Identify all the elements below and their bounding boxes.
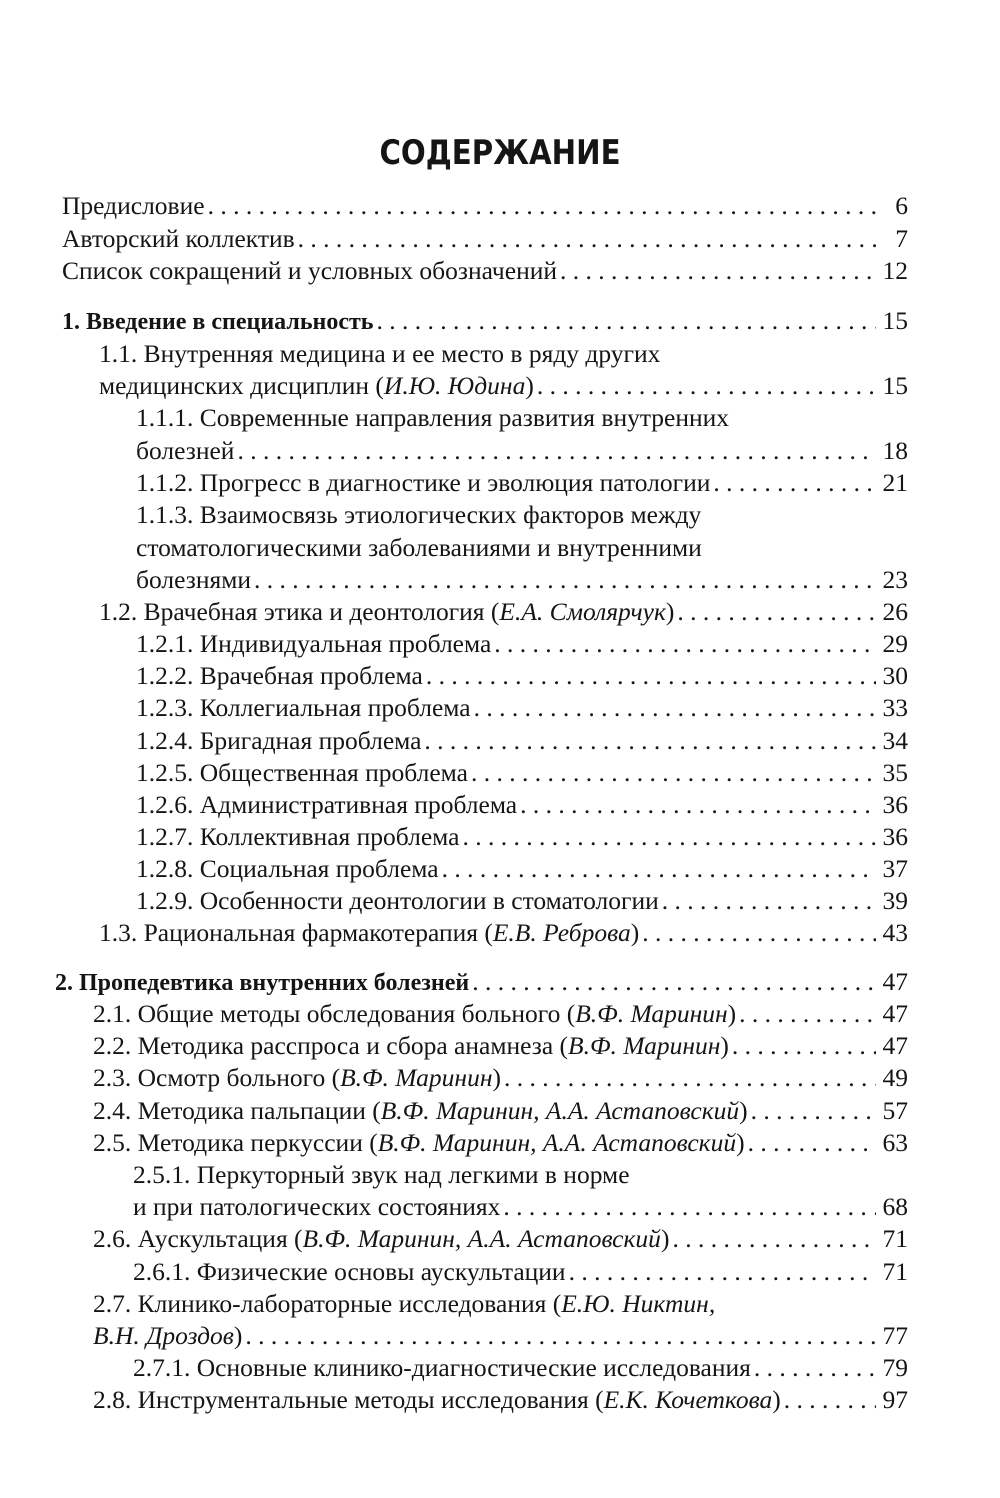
entry-author: В.Ф. Маринин, А.А. Астаповский <box>377 1128 737 1157</box>
entry-author: И.Ю. Юдина <box>383 371 526 400</box>
dot-leader <box>569 1257 876 1287</box>
entry-title: 1.1.1. Современные направления развития внутренних <box>136 403 730 432</box>
entry-title: Предисловие <box>62 191 205 220</box>
dot-leader <box>442 854 876 884</box>
page-number: 15 <box>882 371 908 400</box>
entry-title: 1.1.2. Прогресс в диагностике и эволюция патологии <box>136 468 711 497</box>
dot-leader <box>376 306 876 336</box>
dot-leader <box>472 967 876 997</box>
dot-leader <box>537 371 876 401</box>
dot-leader <box>751 1096 876 1126</box>
toc-entry-1-1-line-2[interactable] <box>99 371 908 401</box>
entry-title: 1. Введение в специальность <box>62 309 374 335</box>
toc-entry-1-2-1[interactable] <box>136 629 908 659</box>
dot-leader <box>560 256 876 286</box>
entry-author: В.Ф. Маринин <box>568 1031 721 1060</box>
page-number: 71 <box>882 1257 908 1286</box>
dot-leader <box>662 886 876 916</box>
entry-title: 1.2. Врачебная этика и деонтология (Е.А. Смолярчук) <box>99 597 675 626</box>
dot-leader <box>298 224 876 254</box>
page-number: 57 <box>882 1096 908 1125</box>
dot-leader <box>642 918 876 948</box>
toc-entry-2-7-line-1[interactable] <box>93 1289 715 1319</box>
toc-entry-1-1-line-1[interactable] <box>99 339 660 369</box>
toc-entry-1-1-3-line-1[interactable] <box>136 500 701 530</box>
dot-leader <box>504 1063 876 1093</box>
page-number: 39 <box>882 886 908 915</box>
page-number: 30 <box>882 661 908 690</box>
entry-title: медицинских дисциплин (И.Ю. Юдина) <box>99 371 534 400</box>
entry-title: 1.2.2. Врачебная проблема <box>136 661 423 690</box>
entry-title: 1.2.1. Индивидуальная проблема <box>136 629 492 658</box>
toc-entry-1-2-4[interactable] <box>136 726 908 756</box>
dot-leader <box>254 565 876 595</box>
page-number: 47 <box>882 1031 908 1060</box>
toc-entry-1-2-3[interactable] <box>136 693 908 723</box>
dot-leader <box>739 999 876 1029</box>
entry-title: 2.7. Клинико-лабораторные исследования (Е.Ю. Никтин, <box>93 1289 716 1318</box>
entry-title: болезней <box>136 436 235 465</box>
toc-entry-abbreviations[interactable] <box>62 256 908 286</box>
entry-title: 2.2. Методика расспроса и сбора анамнеза (В.Ф. Маринин) <box>93 1031 729 1060</box>
page-number: 6 <box>895 191 908 220</box>
page-number: 47 <box>882 967 908 996</box>
entry-title: 1.3. Рациональная фармакотерапия (Е.В. Реброва) <box>99 918 640 947</box>
entry-title: 1.1.3. Взаимосвязь этиологических факторов между <box>136 500 702 529</box>
toc-entry-2-6[interactable] <box>93 1224 908 1254</box>
page-number: 63 <box>882 1128 908 1157</box>
dot-leader <box>474 693 876 723</box>
toc-chapter-1[interactable] <box>62 306 908 337</box>
page-number: 49 <box>882 1063 908 1092</box>
entry-title: стоматологическими заболеваниями и внутренними <box>136 533 702 562</box>
page-number: 33 <box>882 693 908 722</box>
entry-title: 1.2.6. Административная проблема <box>136 790 518 819</box>
dot-leader <box>677 597 876 627</box>
dot-leader <box>503 1192 876 1222</box>
entry-title: Список сокращений и условных обозначений <box>62 256 558 285</box>
toc-entry-2-5-1-line-2[interactable] <box>133 1192 908 1222</box>
dot-leader <box>672 1224 876 1254</box>
toc-entry-2-6-1[interactable] <box>133 1257 908 1287</box>
entry-title: Авторский коллектив <box>62 224 295 253</box>
entry-title: 1.2.5. Общественная проблема <box>136 758 468 787</box>
entry-title: 2.8. Инструментальные методы исследования (Е.К. Кочеткова) <box>93 1385 781 1414</box>
dot-leader <box>713 468 876 498</box>
toc-entry-1-2-2[interactable] <box>136 661 908 691</box>
page-number: 79 <box>882 1353 908 1382</box>
entry-author: Е.А. Смолярчук <box>499 597 666 626</box>
toc-entry-1-1-1-line-1[interactable] <box>136 403 729 433</box>
page-number: 43 <box>882 918 908 947</box>
entry-author: Е.Ю. Никтин, <box>561 1289 716 1318</box>
entry-title: 2.5.1. Перкуторный звук над легкими в норме <box>133 1160 630 1189</box>
page-number: 36 <box>882 790 908 819</box>
toc-entry-1-1-2[interactable] <box>136 468 908 498</box>
dot-leader <box>520 790 876 820</box>
toc-chapter-2[interactable] <box>55 967 908 998</box>
toc-entry-1-2-5[interactable] <box>136 758 908 788</box>
entry-title: 1.2.3. Коллегиальная проблема <box>136 693 471 722</box>
entry-title: 2.4. Методика пальпации (В.Ф. Маринин, А.А. Астаповский) <box>93 1096 748 1125</box>
page-number: 29 <box>882 629 908 658</box>
entry-title: 2. Пропедевтика внутренних болезней <box>55 970 470 996</box>
toc-entry-1-2-6[interactable] <box>136 790 908 820</box>
toc-entry-1-2-9[interactable] <box>136 886 908 916</box>
entry-author: В.Ф. Маринин <box>340 1063 493 1092</box>
entry-title: 1.2.7. Коллективная проблема <box>136 822 460 851</box>
entry-title: 2.6.1. Физические основы аускультации <box>133 1257 566 1286</box>
toc-entry-2-1[interactable] <box>93 999 908 1029</box>
entry-title: 2.6. Аускультация (В.Ф. Маринин, А.А. Астаповский) <box>93 1224 670 1253</box>
toc-entry-authors[interactable] <box>62 224 908 254</box>
entry-author: Е.К. Кочеткова <box>603 1385 773 1414</box>
page-number: 37 <box>882 854 908 883</box>
dot-leader <box>426 661 876 691</box>
page-number: 26 <box>882 597 908 626</box>
entry-title: 2.1. Общие методы обследования больного (В.Ф. Маринин) <box>93 999 737 1028</box>
toc-entry-1-1-3-line-3[interactable] <box>136 565 908 595</box>
toc-entry-preface[interactable] <box>62 191 908 221</box>
dot-leader <box>245 1321 876 1351</box>
toc-entry-2-7-line-2[interactable] <box>93 1321 908 1351</box>
entry-title: болезнями <box>136 565 251 594</box>
page-number: 77 <box>882 1321 908 1350</box>
entry-title: 2.3. Осмотр больного (В.Ф. Маринин) <box>93 1063 501 1092</box>
page-number: 12 <box>882 256 908 285</box>
entry-author: В.Н. Дроздов <box>93 1321 234 1350</box>
page-number: 36 <box>882 822 908 851</box>
entry-author: В.Ф. Маринин, А.А. Астаповский <box>380 1096 740 1125</box>
toc-entry-2-5-1-line-1[interactable] <box>133 1160 630 1190</box>
toc-entry-2-7-1[interactable] <box>133 1353 908 1383</box>
toc-entry-1-2[interactable] <box>99 597 908 627</box>
toc-entry-1-3[interactable] <box>99 918 908 948</box>
entry-title: В.Н. Дроздов) <box>93 1321 243 1350</box>
page-number: 18 <box>882 436 908 465</box>
dot-leader <box>494 629 876 659</box>
entry-title: 1.2.9. Особенности деонтологии в стоматологии <box>136 886 659 915</box>
page-number: 23 <box>882 565 908 594</box>
dot-leader <box>424 726 876 756</box>
toc-entry-2-2[interactable] <box>93 1031 908 1061</box>
page-number: 34 <box>882 726 908 755</box>
dot-leader <box>471 758 876 788</box>
page-number: 7 <box>895 224 908 253</box>
entry-title: 1.2.4. Бригадная проблема <box>136 726 422 755</box>
page-number: 68 <box>882 1192 908 1221</box>
page-number: 71 <box>882 1224 908 1253</box>
dot-leader <box>208 191 876 221</box>
page-number: 35 <box>882 758 908 787</box>
entry-author: В.Ф. Маринин, А.А. Астаповский <box>302 1224 661 1253</box>
page-number: 15 <box>882 306 908 335</box>
toc-entry-1-2-7[interactable] <box>136 822 908 852</box>
toc-entry-2-5[interactable] <box>93 1128 908 1158</box>
dot-leader <box>754 1353 876 1383</box>
entry-title: 1.1. Внутренняя медицина и ее место в ряду других <box>99 339 661 368</box>
toc-entry-1-2-8[interactable] <box>136 854 908 884</box>
entry-title: 2.5. Методика перкуссии (В.Ф. Маринин, А.А. Астаповский) <box>93 1128 745 1157</box>
toc-entry-2-4[interactable] <box>93 1096 908 1126</box>
page-number: 47 <box>882 999 908 1028</box>
toc-entry-1-1-3-line-2[interactable] <box>136 533 702 563</box>
dot-leader <box>748 1128 876 1158</box>
toc-entry-2-8[interactable] <box>93 1385 908 1415</box>
dot-leader <box>732 1031 876 1061</box>
toc-entry-1-1-1-line-2[interactable] <box>136 436 908 466</box>
dot-leader <box>462 822 876 852</box>
page-number: 97 <box>882 1385 908 1414</box>
entry-title: 2.7.1. Основные клинико-диагностические исследования <box>133 1353 751 1382</box>
dot-leader <box>237 436 876 466</box>
entry-title: и при патологических состояниях <box>133 1192 501 1221</box>
entry-author: В.Ф. Маринин <box>575 999 728 1028</box>
toc-entry-2-3[interactable] <box>93 1063 908 1093</box>
page-number: 21 <box>882 468 908 497</box>
page-title: СОДЕРЖАНИЕ <box>379 133 621 173</box>
entry-title: 1.2.8. Социальная проблема <box>136 854 439 883</box>
dot-leader <box>784 1385 876 1415</box>
entry-author: Е.В. Реброва <box>492 918 631 947</box>
